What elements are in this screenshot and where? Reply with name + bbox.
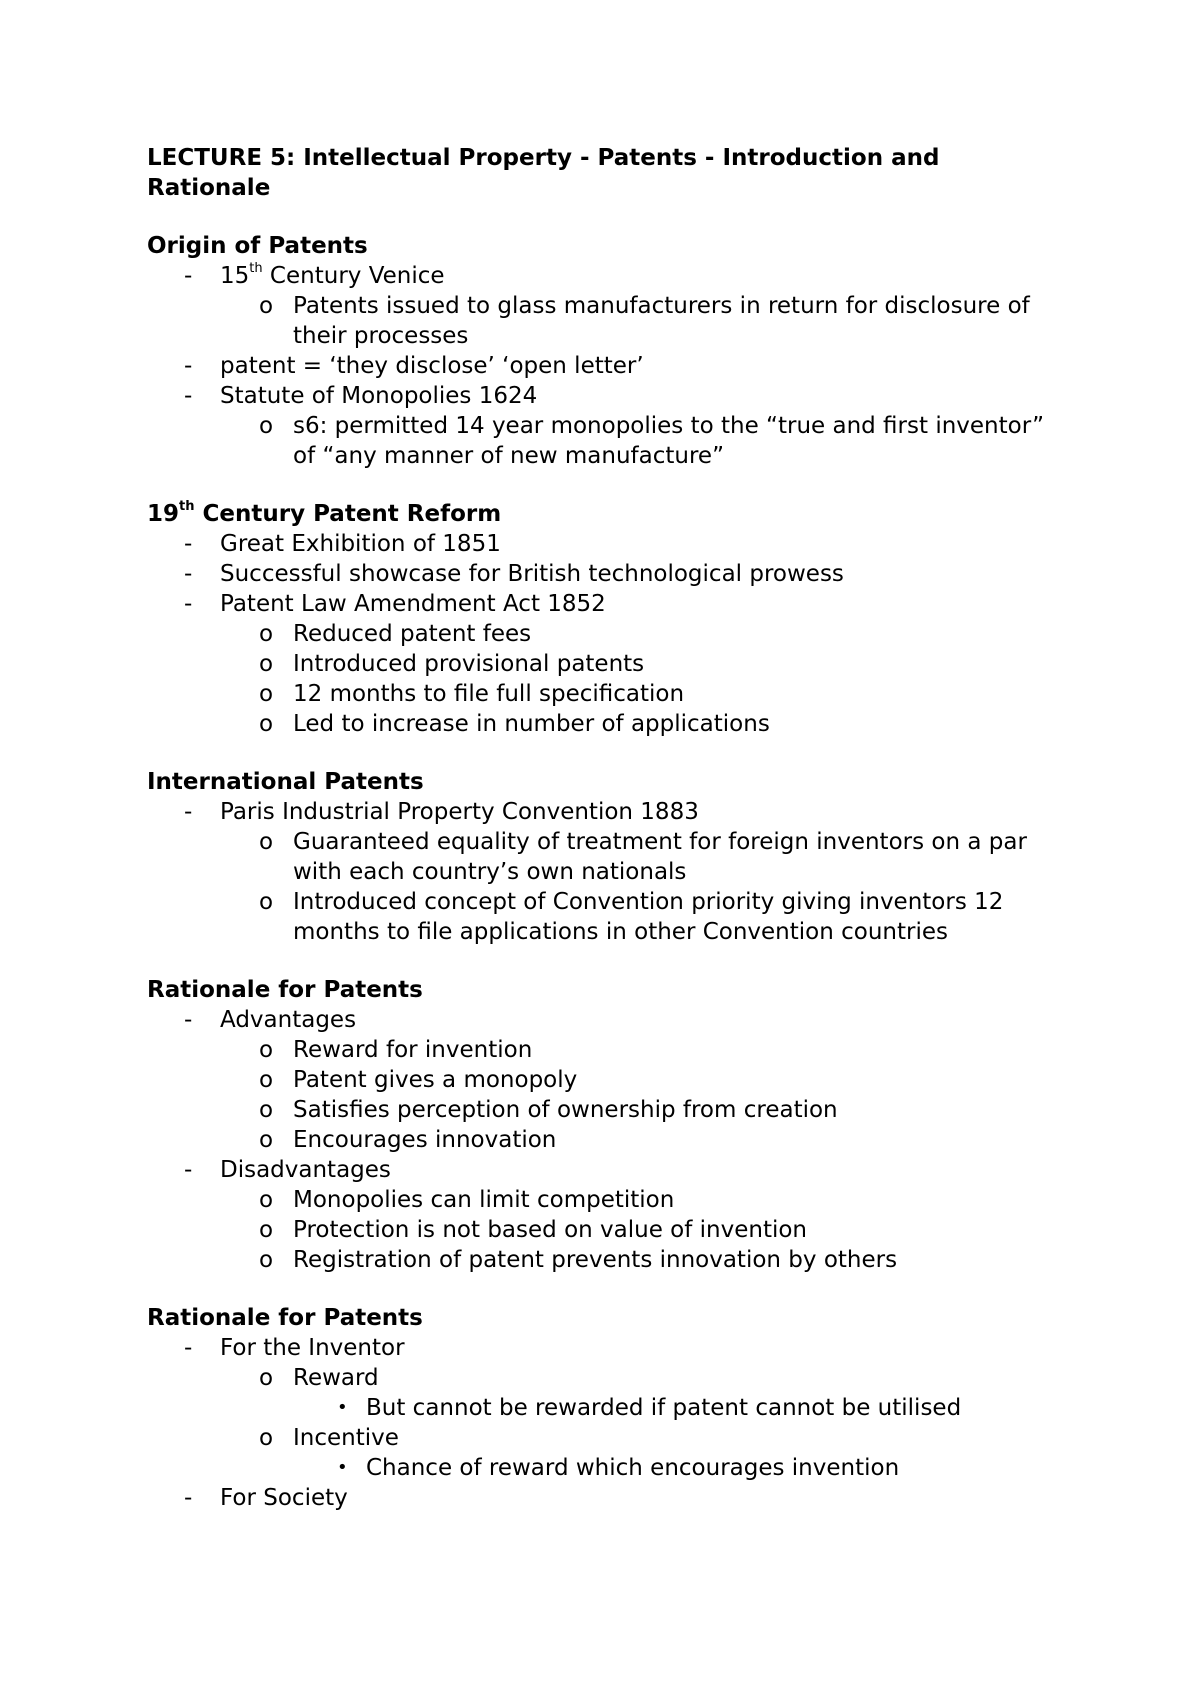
list-marker: - bbox=[184, 799, 193, 825]
list-item-text: Advantages bbox=[220, 1007, 357, 1033]
section-heading-text: 19 bbox=[147, 501, 180, 527]
list-marker: o bbox=[259, 293, 274, 319]
list-item bbox=[147, 1215, 1057, 1245]
list-item-text: Patents issued to glass manufacturers in return for disclosure of their processes bbox=[293, 293, 1030, 349]
list-item bbox=[147, 351, 1057, 381]
section-heading bbox=[147, 1303, 1057, 1333]
list-marker: - bbox=[184, 353, 193, 379]
list-item-text: Introduced concept of Convention priority giving inventors 12 months to file applications in other Convention countries bbox=[293, 889, 1004, 945]
list-item-text: Disadvantages bbox=[220, 1157, 391, 1183]
list-item-text: Guaranteed equality of treatment for foreign inventors on a par with each country’s own nationals bbox=[293, 829, 1027, 885]
list-item-text: Led to increase in number of applications bbox=[293, 711, 770, 737]
list-item bbox=[147, 1035, 1057, 1065]
list-item bbox=[147, 1155, 1057, 1185]
list-marker: o bbox=[259, 1127, 274, 1153]
section-heading-text: Century Patent Reform bbox=[194, 501, 502, 527]
list-item-text: For Society bbox=[220, 1485, 348, 1511]
list-item bbox=[147, 1423, 1057, 1453]
list-marker: o bbox=[259, 413, 274, 439]
list-item bbox=[147, 1065, 1057, 1095]
list-item bbox=[147, 1125, 1057, 1155]
list-item-text: Patent gives a monopoly bbox=[293, 1067, 578, 1093]
list-item bbox=[147, 887, 1057, 947]
list-item-text: Reward bbox=[293, 1365, 379, 1391]
list-marker: - bbox=[184, 561, 193, 587]
list-item bbox=[147, 261, 1057, 291]
list-item bbox=[147, 411, 1057, 471]
list-marker: o bbox=[259, 621, 274, 647]
list-item bbox=[147, 529, 1057, 559]
list-item-text: But cannot be rewarded if patent cannot be utilised bbox=[366, 1395, 962, 1421]
list-marker: o bbox=[259, 1097, 274, 1123]
list-item-text: Monopolies can limit competition bbox=[293, 1187, 675, 1213]
section-heading-text: Rationale for Patents bbox=[147, 977, 423, 1003]
list-item-text: Patent Law Amendment Act 1852 bbox=[220, 591, 606, 617]
section-heading-text: International Patents bbox=[147, 769, 424, 795]
list-item-text: For the Inventor bbox=[220, 1335, 405, 1361]
list-marker: o bbox=[259, 651, 274, 677]
list-item-text: Successful showcase for British technological prowess bbox=[220, 561, 844, 587]
document-page bbox=[147, 143, 1057, 1541]
list-item bbox=[147, 381, 1057, 411]
list-item-text: Satisfies perception of ownership from creation bbox=[293, 1097, 838, 1123]
list-marker: o bbox=[259, 889, 274, 915]
list-item-text: patent = ‘they disclose’ ‘open letter’ bbox=[220, 353, 644, 379]
list-marker: - bbox=[184, 1335, 193, 1361]
list-item-text: Reward for invention bbox=[293, 1037, 533, 1063]
section-heading bbox=[147, 231, 1057, 261]
list-item bbox=[147, 797, 1057, 827]
list-item bbox=[147, 1185, 1057, 1215]
list-item bbox=[147, 1453, 1057, 1483]
section bbox=[147, 1303, 1057, 1513]
list-marker: - bbox=[184, 383, 193, 409]
list-item-text: 12 months to file full specification bbox=[293, 681, 685, 707]
list-item bbox=[147, 1393, 1057, 1423]
list-marker: o bbox=[259, 1247, 274, 1273]
list-item bbox=[147, 559, 1057, 589]
list-marker: • bbox=[337, 1397, 348, 1418]
list-marker: - bbox=[184, 1007, 193, 1033]
ordinal-suffix: th bbox=[249, 261, 263, 277]
sections-container bbox=[147, 231, 1057, 1513]
list-item-text: Century Venice bbox=[262, 263, 445, 289]
list-item bbox=[147, 619, 1057, 649]
list-item bbox=[147, 1005, 1057, 1035]
list-item-text: s6: permitted 14 year monopolies to the “true and first inventor” of “any manner of new manufacture” bbox=[293, 413, 1045, 469]
list-marker: o bbox=[259, 1067, 274, 1093]
list-marker: - bbox=[184, 531, 193, 557]
list-marker: o bbox=[259, 1037, 274, 1063]
list-marker: o bbox=[259, 829, 274, 855]
list-item bbox=[147, 589, 1057, 619]
list-item bbox=[147, 1363, 1057, 1393]
list-marker: - bbox=[184, 1485, 193, 1511]
list-item-text: Incentive bbox=[293, 1425, 399, 1451]
section-heading-text: Origin of Patents bbox=[147, 233, 368, 259]
ordinal-suffix: th bbox=[179, 499, 195, 515]
list-item-text: Paris Industrial Property Convention 1883 bbox=[220, 799, 699, 825]
section bbox=[147, 767, 1057, 947]
list-item-text: Encourages innovation bbox=[293, 1127, 557, 1153]
list-item bbox=[147, 1483, 1057, 1513]
list-item-text: Great Exhibition of 1851 bbox=[220, 531, 501, 557]
list-item bbox=[147, 1333, 1057, 1363]
section-heading-text: Rationale for Patents bbox=[147, 1305, 423, 1331]
list-marker: o bbox=[259, 711, 274, 737]
list-marker: o bbox=[259, 1187, 274, 1213]
list-marker: o bbox=[259, 1425, 274, 1451]
list-item-text: Registration of patent prevents innovation by others bbox=[293, 1247, 898, 1273]
list-item bbox=[147, 649, 1057, 679]
list-item bbox=[147, 827, 1057, 887]
list-marker: - bbox=[184, 1157, 193, 1183]
list-item bbox=[147, 709, 1057, 739]
list-marker: o bbox=[259, 681, 274, 707]
section-heading bbox=[147, 767, 1057, 797]
list-item-text: Introduced provisional patents bbox=[293, 651, 645, 677]
list-marker: - bbox=[184, 263, 193, 289]
section bbox=[147, 231, 1057, 471]
list-item bbox=[147, 291, 1057, 351]
section bbox=[147, 499, 1057, 739]
list-item-text: Protection is not based on value of invention bbox=[293, 1217, 808, 1243]
list-item bbox=[147, 679, 1057, 709]
list-marker: o bbox=[259, 1365, 274, 1391]
list-marker: • bbox=[337, 1457, 348, 1478]
list-item-text: Chance of reward which encourages invention bbox=[366, 1455, 900, 1481]
list-marker: - bbox=[184, 591, 193, 617]
section-heading bbox=[147, 499, 1057, 529]
list-item bbox=[147, 1095, 1057, 1125]
list-item-text: Statute of Monopolies 1624 bbox=[220, 383, 538, 409]
list-marker: o bbox=[259, 1217, 274, 1243]
list-item bbox=[147, 1245, 1057, 1275]
lecture-title: LECTURE 5: Intellectual Property - Patents - Introduction and Rationale bbox=[147, 145, 940, 201]
list-item-text: Reduced patent fees bbox=[293, 621, 532, 647]
section bbox=[147, 975, 1057, 1275]
section-heading bbox=[147, 975, 1057, 1005]
list-item-text: 15 bbox=[220, 263, 250, 289]
